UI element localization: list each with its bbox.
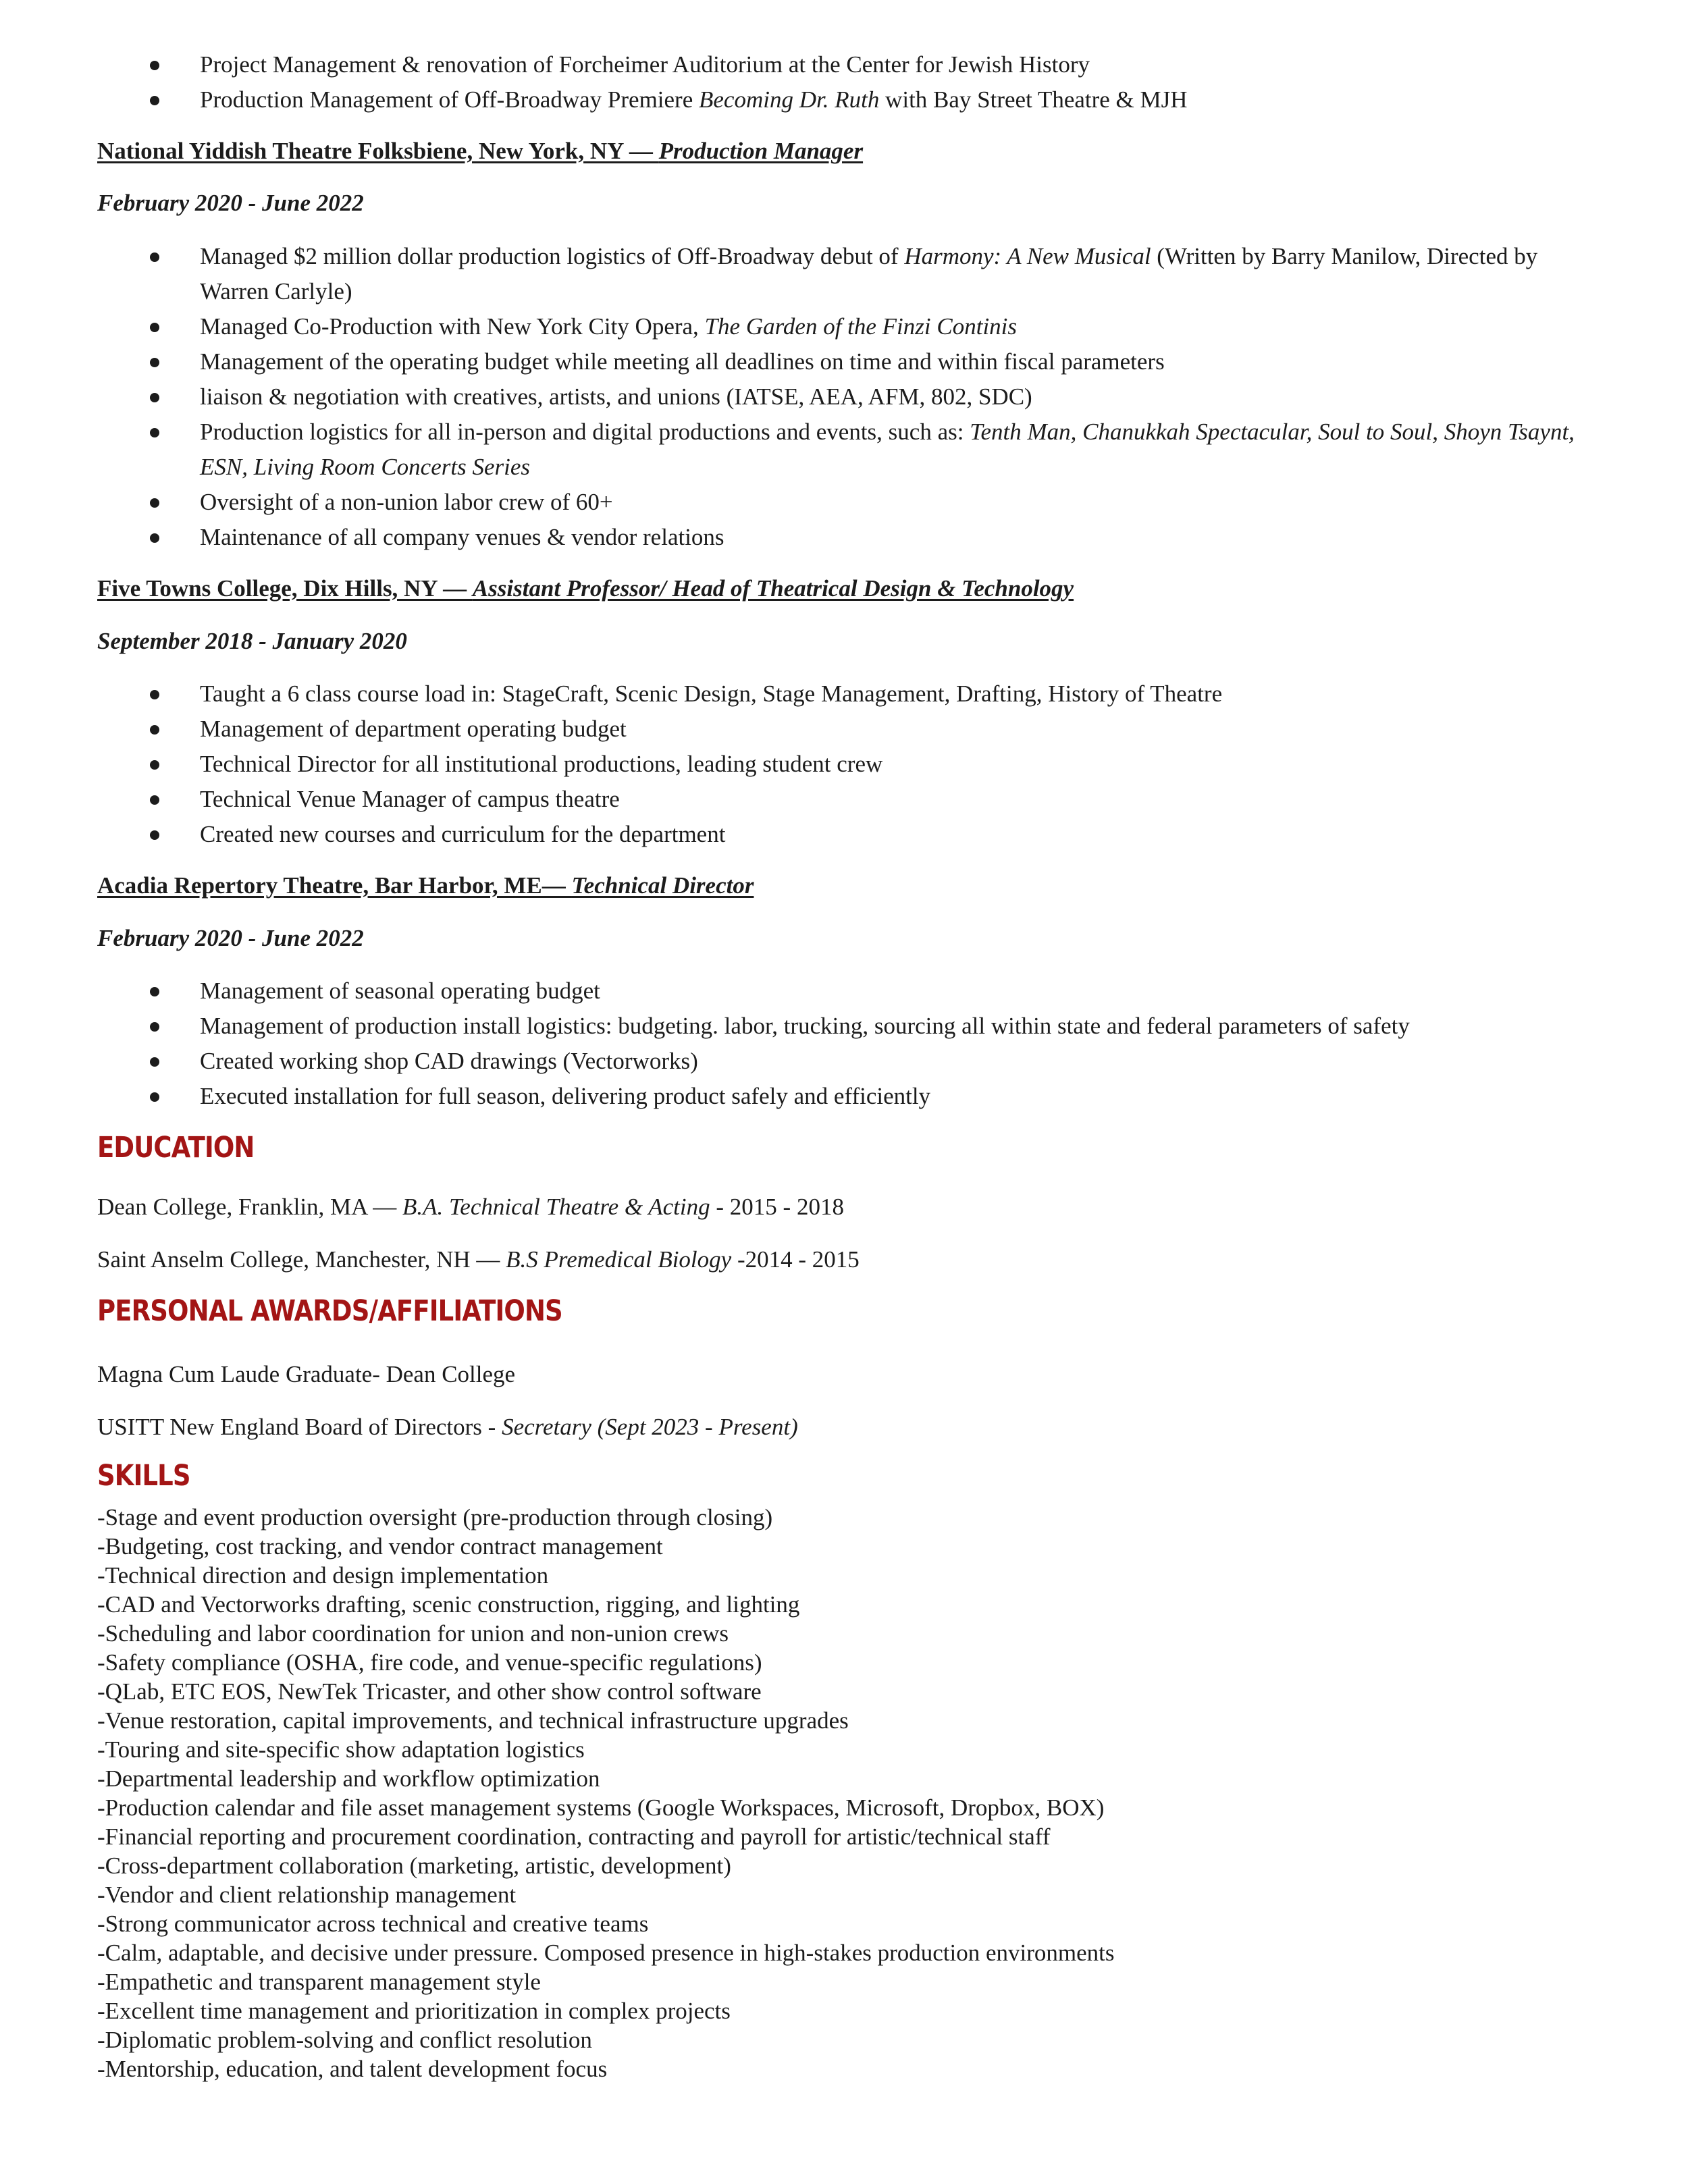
bullet-text: Taught a 6 class course load in: StageCraft, Scenic Design, Stage Management, Drafting, History of Theatre [200,681,1223,707]
bullet-icon [150,96,159,105]
list-item: -Diplomatic problem-solving and conflict resolution [97,2027,592,2053]
bullet-icon [150,1022,159,1032]
bullet-list [0,676,1593,852]
list-item: -Technical direction and design implementation [97,1562,549,1589]
bullet-text: Technical Director for all institutional productions, leading student crew [200,751,883,777]
bullet-italic-text: Harmony: A New Musical [904,243,1151,269]
job-dates-acadia: February 2020 - June 2022 [97,925,364,951]
bullet-text: liaison & negotiation with creatives, artists, and unions (IATSE, AEA, AFM, 802, SDC) [200,383,1032,410]
bullet-icon [150,358,159,367]
bullet-text: Executed installation for full season, delivering product safely and efficiently [200,1083,931,1109]
list-item: -Stage and event production oversight (pre-production through closing) [97,1504,773,1530]
bullet-text-after: with Bay Street Theatre & MJH [879,86,1188,113]
list-item: -CAD and Vectorworks drafting, scenic construction, rigging, and lighting [97,1591,800,1618]
education-school: Saint Anselm College, Manchester, NH — [97,1246,506,1273]
bullet-text: Oversight of a non-union labor crew of 60+ [200,489,613,515]
award-italic-text: Secretary (Sept 2023 - Present) [502,1414,798,1440]
bullet-icon [150,252,159,262]
list-item [97,1079,1593,1114]
list-item: -Vendor and client relationship management [97,1882,517,1908]
list-item: -Production calendar and file asset management systems (Google Workspaces, Microsoft, Dropbox, BOX) [97,1794,1105,1821]
bullet-icon [150,393,159,402]
list-item: -Mentorship, education, and talent development focus [97,2056,608,2082]
list-item: -Budgeting, cost tracking, and vendor contract management [97,1533,663,1560]
job-role: Technical Director [571,872,754,899]
bullet-icon [150,428,159,437]
job-bullets-five-towns [0,676,1593,852]
bullet-italic-text: Tenth Man, Chanukkah Spectacular, Soul to Soul, Shoyn Tsaynt, ESN, Living Room Concerts Series [200,419,1575,480]
job-org: Five Towns College, Dix Hills, NY — [97,575,473,602]
bullet-icon [150,323,159,332]
section-heading-awards: PERSONAL AWARDS/AFFILIATIONS [97,1294,562,1328]
section-heading-skills: SKILLS [97,1459,190,1493]
top-bullet-list [0,47,1593,117]
bullet-text: Management of department operating budget [200,716,627,742]
list-item [97,82,1593,117]
list-item: -Excellent time management and prioritization in complex projects [97,1998,731,2024]
list-item: -Departmental leadership and workflow optimization [97,1765,600,1792]
list-item [97,817,1593,852]
list-item [97,1044,1593,1079]
list-item: -Venue restoration, capital improvements, and technical infrastructure upgrades [97,1707,849,1734]
list-item [97,974,1593,1009]
bullet-text: Project Management & renovation of Forcheimer Auditorium at the Center for Jewish History [200,51,1090,78]
bullet-icon [150,1057,159,1067]
job-dates-folksbiene: February 2020 - June 2022 [97,190,364,216]
bullet-icon [150,725,159,735]
bullet-italic-text: Becoming Dr. Ruth [699,86,880,113]
education-years: -2014 - 2015 [731,1246,860,1273]
job-title-five-towns [97,571,1074,606]
bullet-text: Production Management of Off-Broadway Premiere [200,86,699,113]
list-item [97,747,1593,782]
list-item [97,415,1593,485]
award-entry [97,1357,515,1392]
list-item: -QLab, ETC EOS, NewTek Tricaster, and other show control software [97,1678,762,1705]
list-item: -Strong communicator across technical and creative teams [97,1911,649,1937]
award-text: Magna Cum Laude Graduate- Dean College [97,1361,516,1387]
job-org: National Yiddish Theatre Folksbiene, New York, NY — [97,138,659,164]
list-item [97,309,1593,344]
list-item [97,676,1593,712]
bullet-italic-text: The Garden of the Finzi Continis [704,313,1018,340]
award-entry [97,1410,798,1445]
award-text: USITT New England Board of Directors - [97,1414,502,1440]
list-item: -Empathetic and transparent management style [97,1969,541,1995]
bullet-text: Created working shop CAD drawings (Vectorworks) [200,1048,698,1074]
bullet-text: Management of the operating budget while meeting all deadlines on time and within fiscal parameters [200,348,1165,375]
list-item [97,47,1593,82]
bullet-icon [150,498,159,508]
list-item [97,1009,1593,1044]
job-bullets-folksbiene [0,239,1593,555]
education-degree: B.A. Technical Theatre & Acting [402,1194,710,1220]
job-bullets-acadia [0,974,1593,1114]
bullet-text-after: (Written by Barry Manilow, Directed by Warren Carlyle) [200,243,1538,304]
list-item: -Touring and site-specific show adaptation logistics [97,1736,585,1763]
list-item [97,379,1593,415]
job-org: Acadia Repertory Theatre, Bar Harbor, ME— [97,872,572,899]
list-item: -Calm, adaptable, and decisive under pressure. Composed presence in high-stakes production environments [97,1940,1115,1966]
bullet-text: Maintenance of all company venues & vendor relations [200,524,724,550]
list-item [97,712,1593,747]
education-degree: B.S Premedical Biology [506,1246,732,1273]
bullet-text: Created new courses and curriculum for the department [200,821,726,847]
section-heading-education: EDUCATION [97,1131,255,1165]
bullet-icon [150,987,159,996]
list-item [97,239,1593,309]
job-role: Assistant Professor/ Head of Theatrical Design & Technology [472,575,1074,602]
bullet-text: Technical Venue Manager of campus theatre [200,786,620,812]
job-role: Production Manager [658,138,864,164]
bullet-icon [150,760,159,770]
list-item: -Cross-department collaboration (marketing, artistic, development) [97,1853,731,1879]
bullet-icon [150,795,159,805]
list-item: -Financial reporting and procurement coordination, contracting and payroll for artistic/technical staff [97,1823,1051,1850]
bullet-list [0,239,1593,555]
job-title-acadia [97,868,754,903]
list-item: -Scheduling and labor coordination for union and non-union crews [97,1620,729,1647]
bullet-icon [150,1092,159,1102]
skills-list [97,1503,1115,2083]
bullet-text: Managed $2 million dollar production logistics of Off-Broadway debut of [200,243,905,269]
education-entry [97,1190,844,1225]
education-years: - 2015 - 2018 [710,1194,844,1220]
bullet-list [0,974,1593,1114]
job-title-folksbiene [97,134,863,169]
top-bullet-block [0,47,1593,117]
bullet-text: Management of production install logistics: budgeting. labor, trucking, sourcing all within state and federal parameters of safety [200,1013,1410,1039]
education-entry [97,1242,860,1277]
bullet-icon [150,830,159,840]
list-item [97,344,1593,379]
list-item: -Safety compliance (OSHA, fire code, and venue-specific regulations) [97,1649,762,1676]
list-item [97,485,1593,520]
bullet-icon [150,61,159,70]
bullet-text: Management of seasonal operating budget [200,978,600,1004]
bullet-icon [150,690,159,699]
education-school: Dean College, Franklin, MA — [97,1194,403,1220]
list-item [97,782,1593,817]
job-dates-five-towns: September 2018 - January 2020 [97,628,407,654]
list-item [97,520,1593,555]
bullet-icon [150,533,159,543]
bullet-text: Managed Co-Production with New York City Opera, [200,313,705,340]
bullet-text: Production logistics for all in-person and digital productions and events, such as: [200,419,970,445]
